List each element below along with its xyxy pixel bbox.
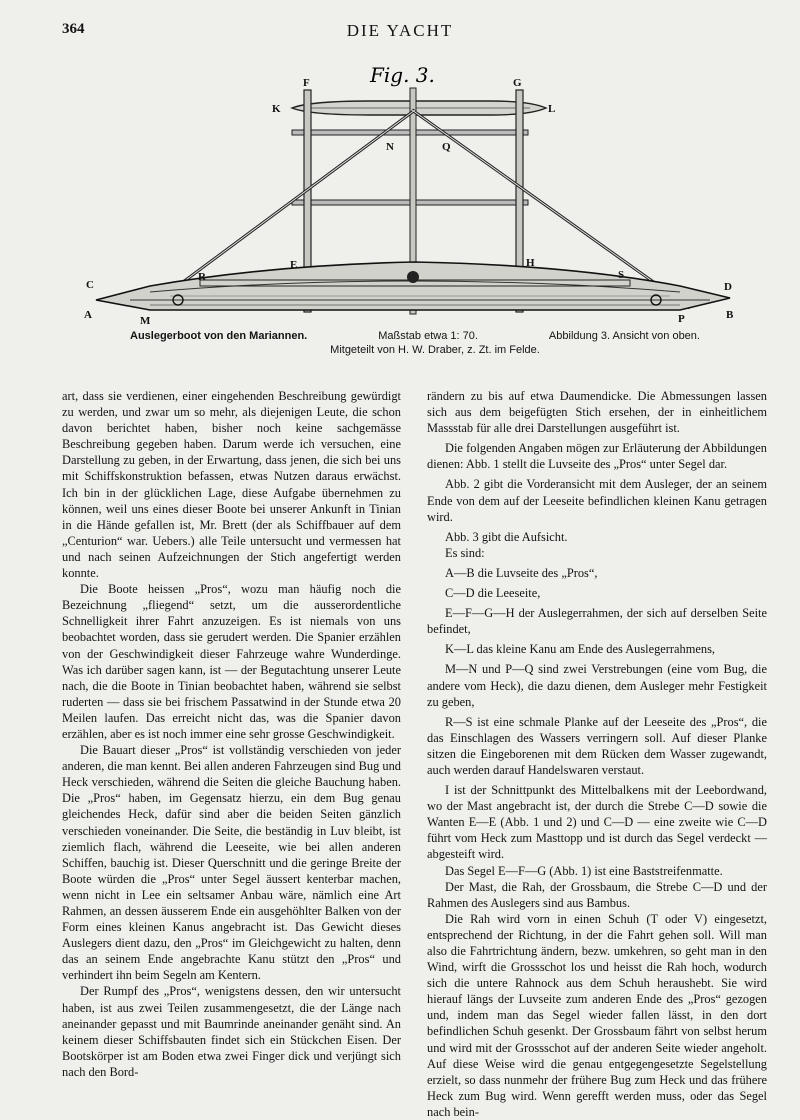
paragraph: Es sind: [445, 545, 485, 560]
running-title: DIE YACHT [346, 21, 454, 40]
paragraph: art, dass sie verdienen, einer eingehenden Beschreibung gewürdigt zu werden, und zwar um so mehr, als diejenigen Leute, die schon davon berichtet haben, bisher noch keine sachgemässe Beschreibung gegeben haben. Darum werde ich versuchen, eine Darstellung zu geben, in der Erwartung, dass jenen, die sich bei uns mit Schiffskonstruktion befassen, etwas Nutzen daraus erwächst. Ich bin in der glücklichen Lage, diese Aufgabe übernehmen zu können, weil uns eines dieser Boote bei unserer Ankunft in Tinian in die Hände gefallen ist, Mr. Brett (der als Schiffbauer auf dem „Centurion“ war. Uebers.) alle Teile untersucht und vermessen hat und nach seinen Aufzeichnungen der Stich angefertigt werden konnte. [62, 389, 401, 581]
list-item: M—N und P—Q sind zwei Verstrebungen (eine vom Bug, die andere vom Heck), die dazu dienen, dem Ausleger mehr Festigkeit zu geben, [427, 662, 767, 709]
caption-title: Auslegerboot von den Mariannen. [130, 330, 308, 342]
label-k: K [272, 103, 281, 115]
paragraph: Die folgenden Angaben mögen zur Erläuterung der Abbildungen dienen: Abb. 1 stellt die Luvseite des „Pros“ unter Segel dar. [427, 441, 767, 472]
caption-scale: Maßstab etwa 1: 70. [378, 330, 478, 342]
paragraph: Abb. 3 gibt die Aufsicht. [445, 529, 568, 544]
label-r: R [198, 271, 206, 283]
paragraph: Die Bauart dieser „Pros“ ist vollständig verschieden von jeder anderen, die man kennt. Bei allen anderen Fahrzeugen sind Bug und Heck verschieden, während die Seiten die gleiche Bauchung haben. Die „Pros“ haben, im Gegensatz hierzu, ein dem Bug genau gleichendes Heck, dafür sind aber die beiden Seiten gänzlich verschieden voneinander. Die Seite, die beständig in Luv bleibt, ist ziemlich flach, während die Leeseite, wie bei allen anderen Schiffen, bauchig ist. Dieser Querschnitt und die geringe Breite der Boote würden die „Pros“ unter Segel äussert kenterbar machen, wenn nicht in Lee ein seltsamer Anbau wäre, nämlich eine Art Rahmen, an dessen äusserem Ende ein ausgehöhlter Balken von der Form eines kleinen Kanus angebracht ist. Das Gewicht dieses Auslegers dient dazu, den „Pros“ im Gleichgewicht zu halten, denn das an seinem Ende angebrachte Kanu stützt den „Pros“ und verhindert ihn beim Segeln am Kentern. [62, 743, 401, 983]
label-a: A [84, 309, 92, 321]
label-b: B [726, 309, 734, 321]
list-item: R—S ist eine schmale Planke auf der Leeseite des „Pros“, die das Einschlagen des Wassers verringern soll. Auf dieser Planke sitzen die Eingeborenen mit dem Rücken dem Wasser zugewandt, auch werden darauf Handelswaren verstaut. [427, 714, 767, 777]
paragraph: I ist der Schnittpunkt des Mittelbalkens mit der Leebordwand, wo der Mast angebracht ist, der durch die Strebe C—D sowie die Wanten E—E (Abb. 1 und 2) und C—D — eine zweite wie C—D führt vom Heck zum Masttopp und ist durch das Segel verdeckt — abgesteift wird. [427, 783, 767, 862]
label-c: C [86, 279, 94, 291]
right-column [427, 388, 767, 1120]
mast-point-i [407, 271, 419, 283]
list-item: K—L das kleine Kanu am Ende des Auslegerrahmens, [445, 642, 715, 657]
label-p: P [678, 313, 685, 325]
list-item: E—F—G—H der Auslegerrahmen, der sich auf derselben Seite befindet, [427, 606, 767, 637]
label-l: L [548, 103, 556, 115]
paragraph: Der Rumpf des „Pros“, wenigstens dessen, den wir untersucht haben, ist aus zwei Teilen zusammengesetzt, die der Länge nach aneinander gepasst und mit Baumrinde aneinander genäht sind. An keinem dieser Schiffsbauten findet sich ein Stückchen Eisen. Der Bootskörper ist am Boden etwa zwei Finger dick und verjüngt sich nach den Bord- [62, 984, 401, 1079]
list-item: A—B die Luvseite des „Pros“, [445, 565, 598, 580]
paragraph: rändern zu bis auf etwa Daumendicke. Die Abmessungen lassen sich aus dem beigefügten Stich ersehen, der in einheitlichem Massstab für alle drei Darstellungen ausgeführt ist. [427, 389, 767, 436]
label-h: H [526, 257, 535, 269]
paragraph: Die Boote heissen „Pros“, wozu man häufig noch die Bezeichnung „fliegend“ setzt, um die ausserordentliche Schnelligkeit ihrer Fahrt anzuzeigen. Es ist niemals von uns beobachtet worden, dass sie gerudert werden. Die Spanier erzählen von der Geschwindigkeit dieser Fahrzeuge wahre Wunderdinge. Was ich darüber sagen kann, ist — der Begutachtung unserer Leute nach, die die Boote in Tinian beobachtet haben, während sie selbst ruderten — dass sie bei frischem Passatwind in der Stunde etwa 20 Meilen laufen. Das erreicht nicht das, was die Spanier davon erzählen, aber es ist noch immer eine sehr grosse Geschwindigkeit. [62, 582, 401, 741]
paragraph: Abb. 2 gibt die Vorderansicht mit dem Ausleger, der an seinem Ende von dem auf der Leeseite befindlichen kleinen Kanu getragen wird. [427, 477, 767, 524]
label-m: M [140, 315, 151, 327]
label-n: N [386, 141, 394, 153]
label-d: D [724, 281, 732, 293]
label-f: F [303, 77, 310, 89]
page-number: 364 [62, 21, 85, 37]
caption-credit: Mitgeteilt von H. W. Draber, z. Zt. im Felde. [330, 344, 540, 356]
figure-outrigger-boat-plan [70, 60, 750, 330]
paragraph: Die Rah wird vorn in einen Schuh (T oder V) eingesetzt, entsprechend der Richtung, in der die Fahrt gehen soll. Will man also die Fahrtrichtung ändern, bezw. umkehren, so geht man in den Wind, wirft die Grossschot los und heisst die Rah hoch, wodurch sich die untere Rahnock aus dem Schuh heraushebt. Sie wird hierauf längs der Luvseite zum anderen Ende des „Pros“ gezogen und, indem man das Segel wieder fallen lässt, in den dort befindlichen Schuh gesenkt. Der Grossbaum fährt von selbst herum und wird mit der Grossschot auf der anderen Seite wieder angeholt. Auf diese Weise wird die genau entgegengesetzte Segelstellung erzielt, so dass nunmehr der frühere Bug zum Heck und das frühere Heck zum Bug wird. Wenn gerefft werden muss, oder das Segel nach bein- [427, 911, 767, 1119]
paragraph: Der Mast, die Rah, der Grossbaum, die Strebe C—D und der Rahmen des Auslegers sind aus Bambus. [427, 879, 767, 910]
paragraph: Das Segel E—F—G (Abb. 1) ist eine Baststreifenmatte. [445, 863, 723, 878]
caption-figure-ref: Abbildung 3. Ansicht von oben. [548, 330, 700, 342]
figure-title: Fig. 3. [370, 63, 435, 87]
list-item: C—D die Leeseite, [445, 586, 541, 601]
label-e: E [290, 259, 298, 271]
label-q: Q [442, 141, 451, 153]
label-g: G [513, 77, 522, 89]
left-column [62, 388, 401, 1080]
figure-caption [130, 330, 700, 356]
label-s: S [618, 269, 625, 281]
